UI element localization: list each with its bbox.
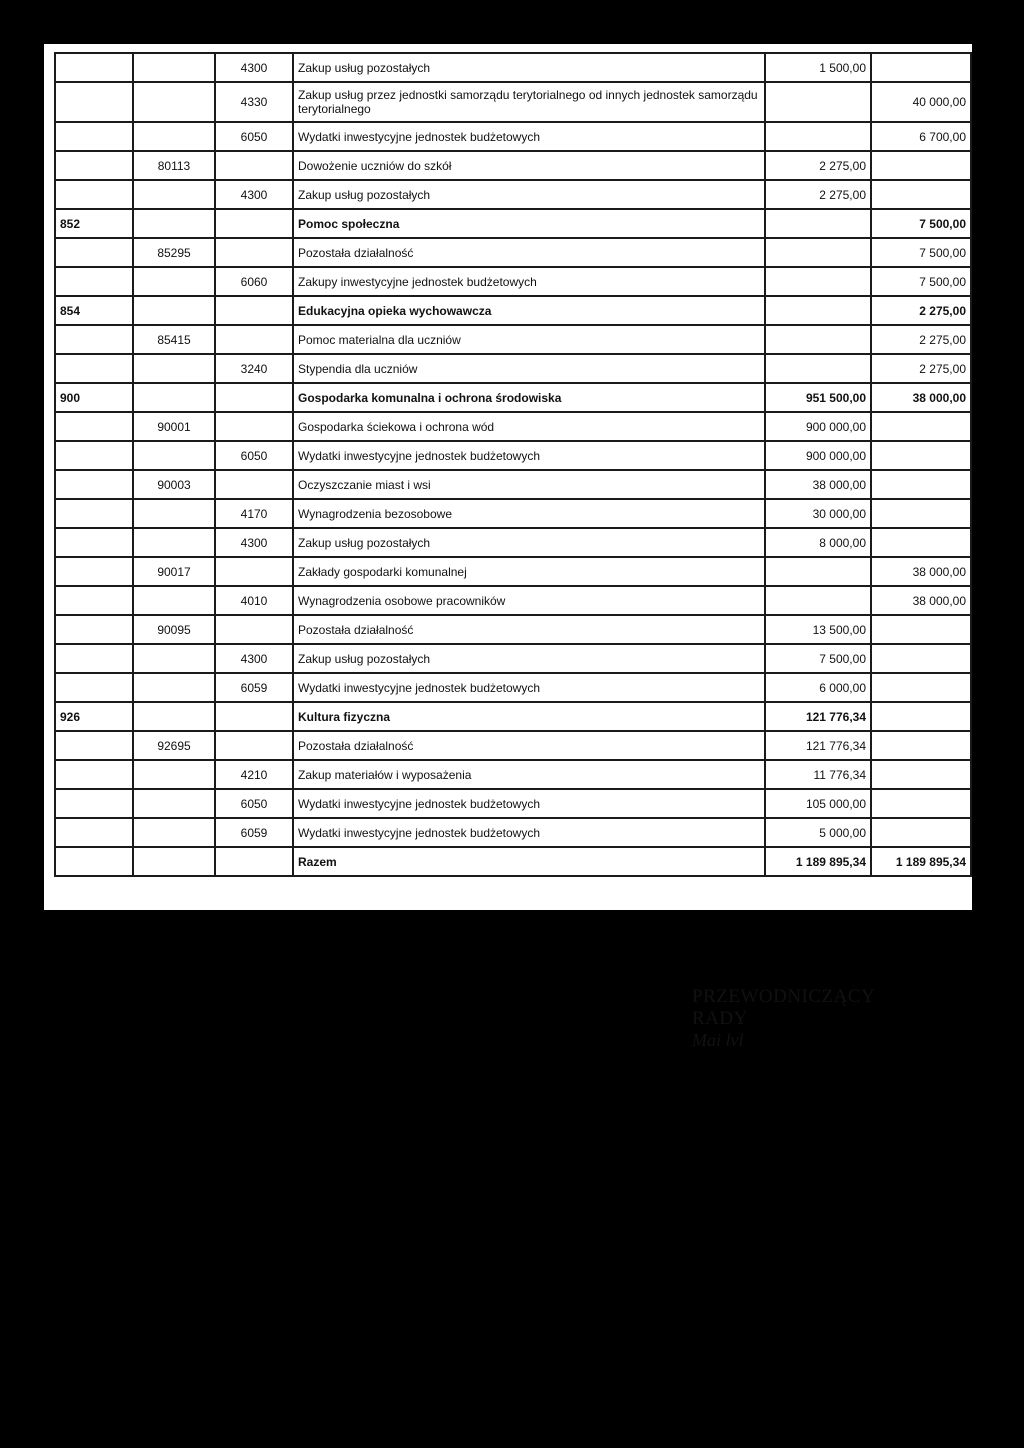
cell-amount-increase: 2 275,00: [871, 296, 971, 325]
signature-block: [692, 986, 932, 1076]
cell-amount-decrease: [765, 354, 871, 383]
cell-amount-decrease: 13 500,00: [765, 615, 871, 644]
cell-chapter: [133, 644, 215, 673]
cell-description: Wynagrodzenia osobowe pracowników: [293, 586, 765, 615]
cell-amount-decrease: 6 000,00: [765, 673, 871, 702]
cell-description: Zakłady gospodarki komunalnej: [293, 557, 765, 586]
cell-chapter: [133, 499, 215, 528]
cell-section: [55, 354, 133, 383]
cell-amount-decrease: [765, 209, 871, 238]
cell-chapter: [133, 82, 215, 122]
cell-amount-increase: [871, 615, 971, 644]
cell-amount-decrease: 2 275,00: [765, 180, 871, 209]
cell-section: [55, 53, 133, 82]
cell-description: Kultura fizyczna: [293, 702, 765, 731]
cell-chapter: 90003: [133, 470, 215, 499]
cell-description: Zakup usług pozostałych: [293, 180, 765, 209]
cell-description: Wynagrodzenia bezosobowe: [293, 499, 765, 528]
table-row: [55, 441, 971, 470]
cell-paragraph: [215, 615, 293, 644]
cell-description: Gospodarka komunalna i ochrona środowiska: [293, 383, 765, 412]
cell-section: [55, 238, 133, 267]
cell-amount-increase: 7 500,00: [871, 238, 971, 267]
cell-amount-decrease: [765, 325, 871, 354]
signature-handwriting: Mai lvl: [692, 1030, 744, 1050]
cell-amount-decrease: 900 000,00: [765, 441, 871, 470]
cell-amount-increase: [871, 499, 971, 528]
cell-amount-increase: [871, 760, 971, 789]
table-row: [55, 528, 971, 557]
signature-title: PRZEWODNICZĄCY RADY: [692, 986, 875, 1029]
cell-section: [55, 441, 133, 470]
cell-description: Wydatki inwestycyjne jednostek budżetowych: [293, 673, 765, 702]
cell-description: Zakup usług pozostałych: [293, 528, 765, 557]
cell-section: [55, 760, 133, 789]
cell-paragraph: [215, 702, 293, 731]
document-page: [44, 44, 972, 910]
cell-paragraph: [215, 296, 293, 325]
cell-paragraph: 4300: [215, 528, 293, 557]
table-row: [55, 586, 971, 615]
cell-chapter: [133, 180, 215, 209]
cell-amount-increase: [871, 151, 971, 180]
cell-section: [55, 644, 133, 673]
cell-description: Wydatki inwestycyjne jednostek budżetowych: [293, 789, 765, 818]
cell-amount-decrease: [765, 238, 871, 267]
cell-chapter: [133, 818, 215, 847]
table-row: [55, 354, 971, 383]
table-row: [55, 789, 971, 818]
cell-amount-decrease: 121 776,34: [765, 702, 871, 731]
cell-paragraph: [215, 209, 293, 238]
table-row: [55, 702, 971, 731]
cell-description: Pozostała działalność: [293, 238, 765, 267]
scan-border-left: [0, 0, 44, 910]
cell-chapter: [133, 354, 215, 383]
cell-paragraph: 6050: [215, 789, 293, 818]
cell-amount-increase: 38 000,00: [871, 586, 971, 615]
cell-description: Pomoc społeczna: [293, 209, 765, 238]
cell-amount-decrease: [765, 267, 871, 296]
table-row: [55, 82, 971, 122]
table-row: [55, 847, 971, 876]
cell-chapter: [133, 296, 215, 325]
cell-description: Pozostała działalność: [293, 615, 765, 644]
cell-section: [55, 673, 133, 702]
scan-border-right: [972, 0, 1024, 910]
cell-amount-decrease: 8 000,00: [765, 528, 871, 557]
table-row: [55, 760, 971, 789]
cell-paragraph: 6059: [215, 818, 293, 847]
cell-paragraph: 4300: [215, 644, 293, 673]
cell-description: Zakupy inwestycyjne jednostek budżetowych: [293, 267, 765, 296]
cell-description: Wydatki inwestycyjne jednostek budżetowych: [293, 441, 765, 470]
cell-paragraph: 4300: [215, 53, 293, 82]
table-row: [55, 325, 971, 354]
cell-chapter: 90095: [133, 615, 215, 644]
cell-section: 900: [55, 383, 133, 412]
cell-amount-decrease: 38 000,00: [765, 470, 871, 499]
cell-description: Edukacyjna opieka wychowawcza: [293, 296, 765, 325]
cell-paragraph: [215, 151, 293, 180]
cell-chapter: [133, 586, 215, 615]
cell-amount-increase: 38 000,00: [871, 557, 971, 586]
cell-description: Razem: [293, 847, 765, 876]
cell-description: Zakup usług przez jednostki samorządu terytorialnego od innych jednostek samorządu terytorialnego: [293, 82, 765, 122]
cell-description: Gospodarka ściekowa i ochrona wód: [293, 412, 765, 441]
cell-paragraph: 6059: [215, 673, 293, 702]
cell-amount-increase: [871, 818, 971, 847]
cell-section: [55, 818, 133, 847]
cell-chapter: [133, 673, 215, 702]
cell-amount-increase: 40 000,00: [871, 82, 971, 122]
budget-table: [54, 52, 972, 877]
cell-chapter: 80113: [133, 151, 215, 180]
budget-table-body: [55, 53, 971, 876]
cell-amount-increase: 1 189 895,34: [871, 847, 971, 876]
table-row: [55, 53, 971, 82]
cell-description: Zakup usług pozostałych: [293, 644, 765, 673]
cell-amount-increase: [871, 528, 971, 557]
cell-paragraph: [215, 470, 293, 499]
cell-section: [55, 847, 133, 876]
cell-amount-increase: [871, 702, 971, 731]
cell-section: [55, 151, 133, 180]
cell-section: [55, 499, 133, 528]
table-row: [55, 383, 971, 412]
cell-section: [55, 731, 133, 760]
cell-description: Pomoc materialna dla uczniów: [293, 325, 765, 354]
cell-paragraph: 4330: [215, 82, 293, 122]
table-row: [55, 499, 971, 528]
cell-chapter: 85415: [133, 325, 215, 354]
cell-amount-decrease: 1 500,00: [765, 53, 871, 82]
cell-amount-increase: [871, 731, 971, 760]
cell-section: [55, 412, 133, 441]
cell-paragraph: [215, 325, 293, 354]
cell-chapter: [133, 209, 215, 238]
table-row: [55, 644, 971, 673]
table-row: [55, 122, 971, 151]
scan-border-top: [0, 0, 1024, 44]
table-row: [55, 180, 971, 209]
table-row: [55, 470, 971, 499]
cell-paragraph: [215, 383, 293, 412]
cell-amount-decrease: 5 000,00: [765, 818, 871, 847]
cell-chapter: [133, 53, 215, 82]
cell-amount-decrease: 11 776,34: [765, 760, 871, 789]
cell-section: [55, 325, 133, 354]
cell-description: Dowożenie uczniów do szkół: [293, 151, 765, 180]
cell-amount-decrease: [765, 557, 871, 586]
cell-paragraph: [215, 731, 293, 760]
cell-chapter: 85295: [133, 238, 215, 267]
cell-paragraph: 4300: [215, 180, 293, 209]
table-row: [55, 557, 971, 586]
cell-section: [55, 586, 133, 615]
cell-paragraph: 6050: [215, 122, 293, 151]
cell-section: [55, 470, 133, 499]
cell-chapter: 90001: [133, 412, 215, 441]
cell-section: 854: [55, 296, 133, 325]
cell-chapter: [133, 847, 215, 876]
cell-description: Oczyszczanie miast i wsi: [293, 470, 765, 499]
cell-paragraph: [215, 412, 293, 441]
table-row: [55, 209, 971, 238]
cell-amount-increase: 2 275,00: [871, 325, 971, 354]
table-row: [55, 238, 971, 267]
cell-amount-increase: 6 700,00: [871, 122, 971, 151]
cell-description: Wydatki inwestycyjne jednostek budżetowych: [293, 122, 765, 151]
cell-chapter: [133, 789, 215, 818]
cell-paragraph: 6050: [215, 441, 293, 470]
cell-section: [55, 557, 133, 586]
cell-description: Stypendia dla uczniów: [293, 354, 765, 383]
cell-amount-increase: [871, 53, 971, 82]
cell-description: Zakup materiałów i wyposażenia: [293, 760, 765, 789]
cell-amount-decrease: 7 500,00: [765, 644, 871, 673]
cell-amount-increase: [871, 180, 971, 209]
cell-amount-increase: 7 500,00: [871, 267, 971, 296]
cell-amount-increase: [871, 441, 971, 470]
cell-amount-decrease: 951 500,00: [765, 383, 871, 412]
cell-chapter: [133, 122, 215, 151]
cell-amount-increase: [871, 673, 971, 702]
cell-amount-increase: 7 500,00: [871, 209, 971, 238]
cell-description: Wydatki inwestycyjne jednostek budżetowych: [293, 818, 765, 847]
cell-chapter: 92695: [133, 731, 215, 760]
cell-amount-decrease: 2 275,00: [765, 151, 871, 180]
cell-amount-increase: [871, 470, 971, 499]
cell-paragraph: 4010: [215, 586, 293, 615]
cell-amount-increase: 2 275,00: [871, 354, 971, 383]
cell-amount-decrease: [765, 82, 871, 122]
cell-chapter: [133, 267, 215, 296]
cell-amount-decrease: 105 000,00: [765, 789, 871, 818]
cell-chapter: [133, 702, 215, 731]
cell-amount-increase: [871, 789, 971, 818]
cell-amount-decrease: 121 776,34: [765, 731, 871, 760]
cell-paragraph: [215, 847, 293, 876]
table-row: [55, 296, 971, 325]
cell-section: 926: [55, 702, 133, 731]
cell-section: [55, 122, 133, 151]
cell-chapter: [133, 528, 215, 557]
cell-chapter: [133, 441, 215, 470]
table-row: [55, 151, 971, 180]
cell-amount-decrease: 30 000,00: [765, 499, 871, 528]
cell-section: [55, 82, 133, 122]
cell-paragraph: 4170: [215, 499, 293, 528]
cell-amount-decrease: [765, 586, 871, 615]
cell-description: Zakup usług pozostałych: [293, 53, 765, 82]
cell-section: [55, 180, 133, 209]
cell-paragraph: 4210: [215, 760, 293, 789]
cell-amount-decrease: 900 000,00: [765, 412, 871, 441]
cell-chapter: 90017: [133, 557, 215, 586]
cell-amount-increase: [871, 644, 971, 673]
table-row: [55, 412, 971, 441]
cell-description: Pozostała działalność: [293, 731, 765, 760]
cell-section: [55, 528, 133, 557]
table-row: [55, 731, 971, 760]
cell-paragraph: [215, 557, 293, 586]
cell-chapter: [133, 383, 215, 412]
cell-amount-increase: [871, 412, 971, 441]
table-row: [55, 267, 971, 296]
cell-amount-decrease: [765, 296, 871, 325]
cell-amount-decrease: [765, 122, 871, 151]
cell-section: [55, 267, 133, 296]
cell-amount-increase: 38 000,00: [871, 383, 971, 412]
table-row: [55, 818, 971, 847]
table-row: [55, 673, 971, 702]
cell-amount-decrease: 1 189 895,34: [765, 847, 871, 876]
cell-section: [55, 789, 133, 818]
cell-paragraph: [215, 238, 293, 267]
cell-paragraph: 6060: [215, 267, 293, 296]
table-row: [55, 615, 971, 644]
cell-paragraph: 3240: [215, 354, 293, 383]
cell-section: [55, 615, 133, 644]
cell-chapter: [133, 760, 215, 789]
cell-section: 852: [55, 209, 133, 238]
